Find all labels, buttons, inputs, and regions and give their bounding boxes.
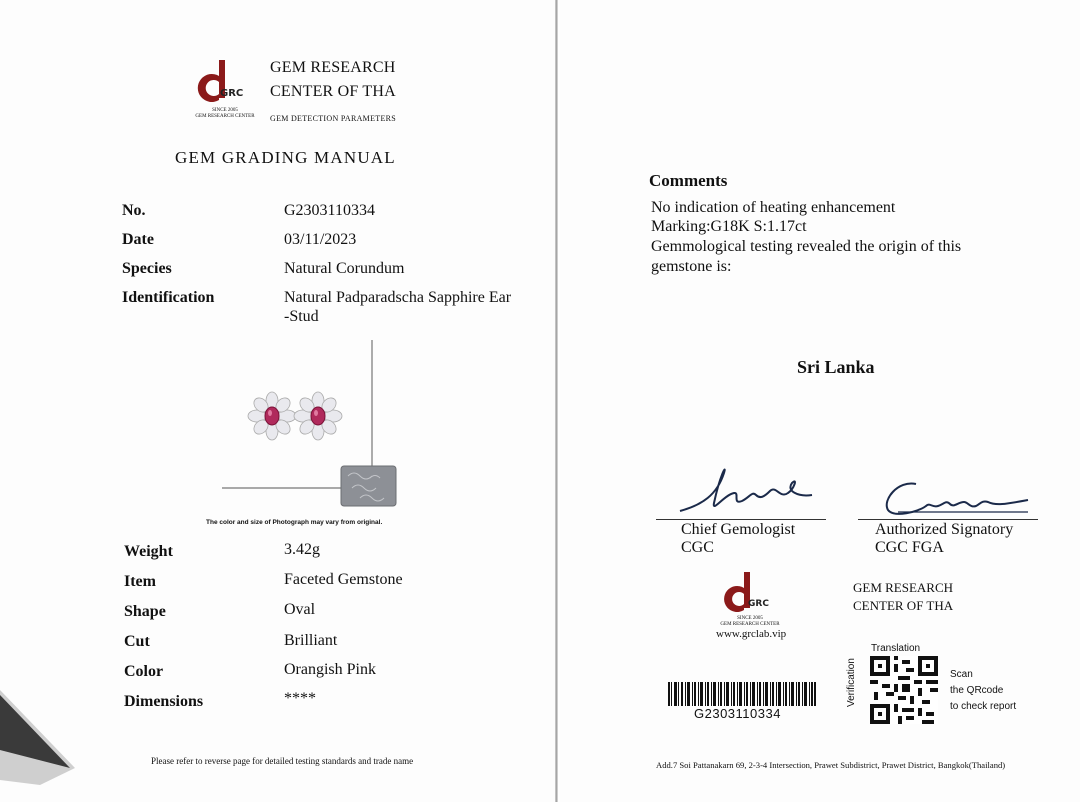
right-page: [560, 0, 1080, 802]
signature-line-2: [858, 519, 1038, 520]
qr-verification-label: Verification: [846, 658, 857, 707]
label-identification: Identification: [122, 289, 215, 306]
label-no: No.: [122, 202, 146, 219]
barcode: [668, 682, 816, 706]
value-species: Natural Corundum: [284, 260, 405, 277]
logo-since: SINCE 2005: [212, 108, 238, 113]
logo-abbr: GRC: [220, 88, 244, 99]
signatory1-org: CGC: [681, 539, 714, 556]
qr-translation-label: Translation: [871, 643, 921, 654]
right-org-line2: CENTER OF THA: [853, 598, 954, 613]
comment-line-2: Marking:G18K S:1.17ct: [651, 218, 807, 235]
page-title: GEM GRADING MANUAL: [175, 148, 396, 167]
signature-chief-gemologist: [672, 455, 832, 525]
grc-logo: [190, 58, 260, 126]
logo-right-since: SINCE 2005: [737, 616, 763, 621]
label-weight: Weight: [124, 543, 173, 560]
address: Add.7 Soi Pattanakarn 69, 2-3-4 Intersection, Prawet Subdistrict, Prawet District, Bangkok(Thailand): [656, 760, 1006, 770]
value-identification-cont: -Stud: [284, 308, 319, 325]
value-weight: 3.42g: [284, 541, 320, 558]
qr-text-1: Scan: [950, 669, 973, 680]
page-fold: [555, 0, 558, 802]
comments-title: Comments: [649, 171, 728, 190]
comment-line-4: gemstone is:: [651, 258, 732, 275]
comment-line-3: Gemmological testing revealed the origin of this: [651, 238, 962, 255]
value-date: 03/11/2023: [284, 231, 357, 248]
label-shape: Shape: [124, 603, 166, 620]
origin-value: Sri Lanka: [797, 357, 875, 377]
barcode-number: G2303110334: [694, 706, 781, 721]
grc-logo-right-icon: [715, 570, 785, 618]
signatory2-title: Authorized Signatory: [875, 521, 1014, 538]
page-corner-shadow: [0, 690, 80, 790]
logo-right-abbr: GRC: [748, 599, 769, 609]
signature-line-1: [656, 519, 826, 520]
grc-logo-icon: [190, 58, 260, 108]
photo-caption: The color and size of Photograph may vary from original.: [206, 519, 383, 526]
value-cut: Brilliant: [284, 632, 338, 649]
qr-text-2: the QRcode: [950, 685, 1004, 696]
label-color: Color: [124, 663, 164, 680]
qr-text-3: to check report: [950, 701, 1017, 712]
value-shape: Oval: [284, 601, 316, 618]
value-dimensions: ****: [284, 690, 316, 707]
value-identification: Natural Padparadscha Sapphire Ear: [284, 289, 512, 306]
comment-line-1: No indication of heating enhancement: [651, 199, 896, 216]
label-date: Date: [122, 231, 154, 248]
qr-code[interactable]: [870, 656, 938, 724]
signatory1-title: Chief Gemologist: [681, 521, 796, 538]
logo-center: GEM RESEARCH CENTER: [195, 114, 255, 119]
signatory2-org: CGC FGA: [875, 539, 944, 556]
signature-authorized-signatory: [878, 470, 1038, 525]
left-footer: Please refer to reverse page for detailed testing standards and trade name: [151, 756, 414, 766]
org-sub: GEM DETECTION PARAMETERS: [270, 114, 397, 123]
value-no: G2303110334: [284, 202, 375, 219]
label-cut: Cut: [124, 633, 150, 650]
value-item: Faceted Gemstone: [284, 571, 403, 588]
label-dimensions: Dimensions: [124, 693, 204, 710]
label-item: Item: [124, 573, 156, 590]
grc-logo-right: [715, 570, 785, 630]
website: www.grclab.vip: [716, 628, 787, 640]
right-org-line1: GEM RESEARCH: [853, 580, 954, 595]
value-color: Orangish Pink: [284, 661, 376, 678]
org-line1: GEM RESEARCH: [270, 59, 396, 76]
org-line2: CENTER OF THA: [270, 83, 396, 100]
label-species: Species: [122, 260, 172, 277]
gemstone-photo: [220, 338, 430, 516]
logo-right-center: GEM RESEARCH CENTER: [720, 622, 780, 627]
